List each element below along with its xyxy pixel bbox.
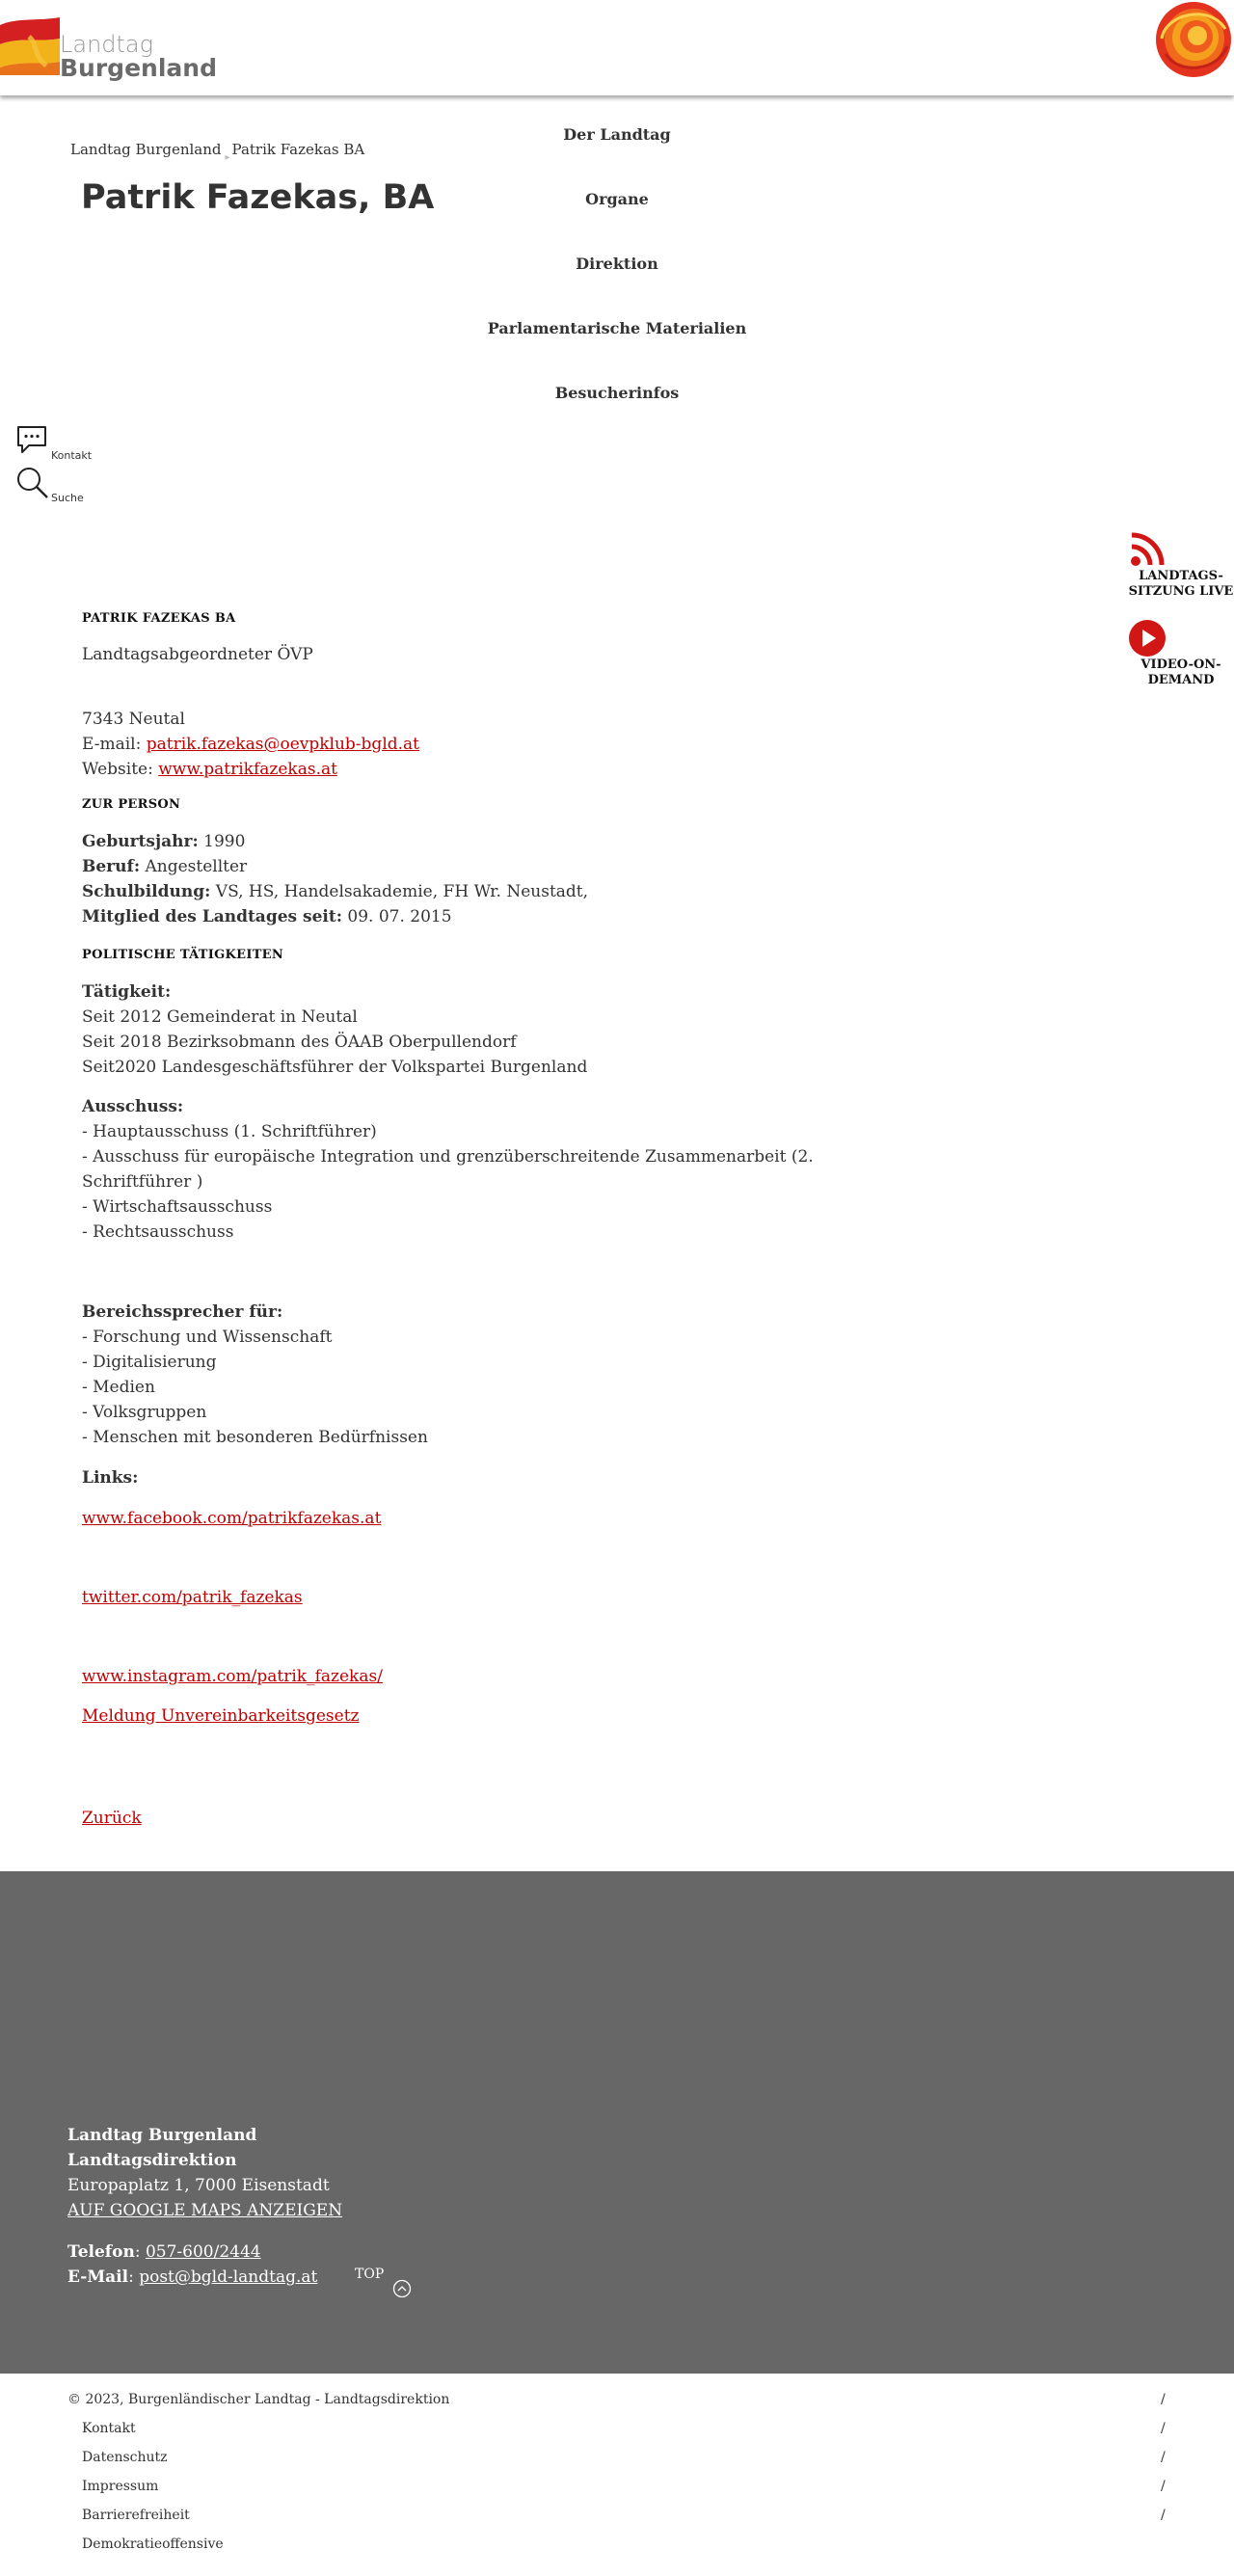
landtagssitzung-live-rss-icon[interactable]: [1130, 530, 1167, 571]
footer-email-row: E-Mail: post@bgld-landtag.at: [67, 2267, 318, 2287]
meldung-unvereinbarkeitsgesetz-link[interactable]: Meldung Unvereinbarkeitsgesetz: [82, 1706, 360, 1726]
footer-link-kontakt[interactable]: Kontakt: [82, 2421, 136, 2436]
links-label-row: [82, 1465, 138, 1490]
links-label: Links:: [82, 1468, 139, 1488]
footer-separator: /: [1161, 2421, 1166, 2436]
breadcrumb: [70, 141, 365, 163]
footer-org2: Landtagsdirektion: [67, 2151, 237, 2170]
footer-email-link[interactable]: post@bgld-landtag.at: [139, 2267, 318, 2287]
nav-der-landtag[interactable]: Der Landtag: [563, 125, 671, 144]
footer-link-demokratieoffensive[interactable]: Demokratieoffensive: [82, 2536, 224, 2552]
spokes-item: - Forschung und Wissenschaft: [82, 1328, 333, 1347]
nav-parlamentarische-materialien[interactable]: Parlamentarische Materialien: [487, 319, 747, 337]
footer-link-impressum[interactable]: Impressum: [82, 2479, 159, 2494]
job-value: Angestellter: [140, 857, 248, 876]
spokes-label-row: [82, 1300, 282, 1325]
activity-item: Seit 2012 Gemeinderat in Neutal: [82, 1007, 358, 1027]
back-link[interactable]: Zurück: [82, 1809, 142, 1828]
twitter-link[interactable]: twitter.com/patrik_fazekas: [82, 1588, 303, 1607]
google-maps-link[interactable]: AUF GOOGLE MAPS ANZEIGEN: [67, 2201, 343, 2220]
landtagssitzung-live-link[interactable]: [1128, 569, 1234, 599]
footer-phone-link[interactable]: 057-600/2444: [145, 2242, 261, 2262]
vod-label-line1: VIDEO-ON-: [1140, 657, 1221, 672]
logo-line-2: Burgenland: [60, 54, 217, 83]
member-row: [82, 904, 452, 929]
search-icon: [15, 466, 50, 500]
twitter-row: [82, 1585, 303, 1610]
breadcrumb-home[interactable]: Landtag Burgenland: [70, 141, 222, 158]
spokes-item: - Menschen mit besonderen Bedürfnissen: [82, 1428, 428, 1447]
email-link[interactable]: patrik.fazekas@oevpklub-bgld.at: [146, 735, 420, 754]
instagram-row: [82, 1664, 383, 1689]
video-on-demand-play-icon[interactable]: [1128, 619, 1167, 661]
committee-item: - Ausschuss für europäische Integration und grenzüberschreitende Zusammenarbeit (2.: [82, 1147, 814, 1167]
instagram-link[interactable]: www.instagram.com/patrik_fazekas/: [82, 1667, 383, 1686]
footer-org1: Landtag Burgenland: [67, 2126, 257, 2145]
politics-heading: POLITISCHE TÄTIGKEITEN: [82, 948, 284, 962]
member-value: 09. 07. 2015: [342, 907, 452, 926]
spokes-label: Bereichssprecher für:: [82, 1302, 283, 1322]
school-value: VS, HS, Handelsakademie, FH Wr. Neustadt,: [210, 882, 589, 901]
footer: [0, 1871, 1234, 2374]
committee-label-row: [82, 1094, 183, 1119]
footer-address: Europaplatz 1, 7000 Eisenstadt: [67, 2176, 330, 2195]
website-label: Website:: [82, 760, 159, 779]
site-header: [0, 0, 1234, 95]
footer-phone-row: Telefon: 057-600/2444: [67, 2242, 261, 2262]
footer-separator: /: [1161, 2450, 1166, 2465]
birth-value: 1990: [198, 832, 246, 851]
activity-item: Seit 2018 Bezirksobmann des ÖAAB Oberpullendorf: [82, 1033, 517, 1052]
footer-separator: /: [1161, 2479, 1166, 2494]
footer-separator: /: [1161, 2508, 1166, 2523]
live-label-line2: SITZUNG LIVE: [1128, 583, 1234, 599]
search-tool-label[interactable]: Suche: [51, 492, 84, 504]
page-title: Patrik Fazekas, BA: [81, 178, 435, 217]
email-label: E-mail:: [82, 735, 147, 754]
facebook-row: [82, 1506, 381, 1531]
nav-direktion[interactable]: Direktion: [576, 255, 658, 273]
footer-link-barrierefreiheit[interactable]: Barrierefreiheit: [82, 2508, 190, 2523]
footer-org2-row: [67, 2148, 236, 2173]
profile-website-row: [82, 757, 337, 782]
spokes-item: - Medien: [82, 1378, 155, 1397]
back-row: [82, 1806, 142, 1831]
committee-item: - Hauptausschuss (1. Schriftführer): [82, 1122, 377, 1141]
footer-maps-row: [67, 2198, 342, 2223]
facebook-link[interactable]: www.facebook.com/patrikfazekas.at: [82, 1509, 382, 1528]
burgenland-sun-logo-icon[interactable]: [1154, 0, 1233, 79]
birth-row: [82, 829, 245, 854]
landtag-logo-text[interactable]: [60, 33, 217, 81]
landtag-logo-flag-icon[interactable]: [0, 17, 60, 75]
nav-organe[interactable]: Organe: [585, 190, 649, 208]
chat-bubble-icon: [15, 424, 48, 455]
member-label: Mitglied des Landtages seit:: [82, 907, 342, 926]
back-to-top-link[interactable]: [355, 2267, 384, 2282]
footer-email-label: E-Mail: [67, 2267, 129, 2287]
footer-bottom: [0, 2374, 1234, 2576]
profile-email-row: [82, 732, 419, 757]
meldung-row: [82, 1704, 360, 1729]
breadcrumb-separator-icon: ▸: [225, 152, 230, 163]
copyright: © 2023, Burgenländischer Landtag - Landtagsdirektion: [67, 2392, 450, 2407]
profile-role: Landtagsabgeordneter ÖVP: [82, 645, 313, 664]
profile-address: 7343 Neutal: [82, 710, 185, 729]
video-on-demand-link[interactable]: [1128, 657, 1234, 687]
vod-label-line2: DEMAND: [1147, 672, 1215, 687]
top-label: TOP: [355, 2267, 385, 2282]
logo-line-1: Landtag: [60, 31, 154, 58]
job-row: [82, 854, 247, 879]
committee-item: - Wirtschaftsausschuss: [82, 1197, 273, 1217]
footer-separator: /: [1161, 2392, 1166, 2407]
job-label: Beruf:: [82, 857, 141, 876]
school-row: [82, 879, 588, 904]
committee-label: Ausschuss:: [82, 1097, 184, 1116]
footer-phone-label: Telefon: [67, 2242, 135, 2262]
website-link[interactable]: www.patrikfazekas.at: [158, 760, 337, 779]
activity-item: Seit2020 Landesgeschäftsführer der Volkspartei Burgenland: [82, 1058, 588, 1077]
committee-item: - Rechtsausschuss: [82, 1222, 234, 1242]
activity-label: Tätigkeit:: [82, 982, 172, 1002]
footer-link-datenschutz[interactable]: Datenschutz: [82, 2450, 168, 2465]
birth-label: Geburtsjahr:: [82, 832, 199, 851]
arrow-up-circle-icon[interactable]: [392, 2279, 412, 2302]
breadcrumb-current: Patrik Fazekas BA: [231, 141, 365, 158]
committee-item: Schriftführer ): [82, 1172, 203, 1192]
person-heading: ZUR PERSON: [82, 797, 181, 812]
nav-besucherinfos[interactable]: Besucherinfos: [554, 384, 680, 402]
spokes-item: - Volksgruppen: [82, 1403, 207, 1422]
profile-name-heading: PATRIK FAZEKAS BA: [82, 611, 236, 626]
footer-org1-row: [67, 2123, 256, 2148]
live-label-line1: LANDTAGS-: [1139, 569, 1223, 583]
search-tool[interactable]: [15, 466, 50, 504]
contact-tool-label[interactable]: Kontakt: [51, 449, 93, 462]
school-label: Schulbildung:: [82, 882, 211, 901]
activity-label-row: [82, 979, 171, 1005]
spokes-item: - Digitalisierung: [82, 1353, 217, 1372]
contact-tool[interactable]: [15, 424, 48, 459]
